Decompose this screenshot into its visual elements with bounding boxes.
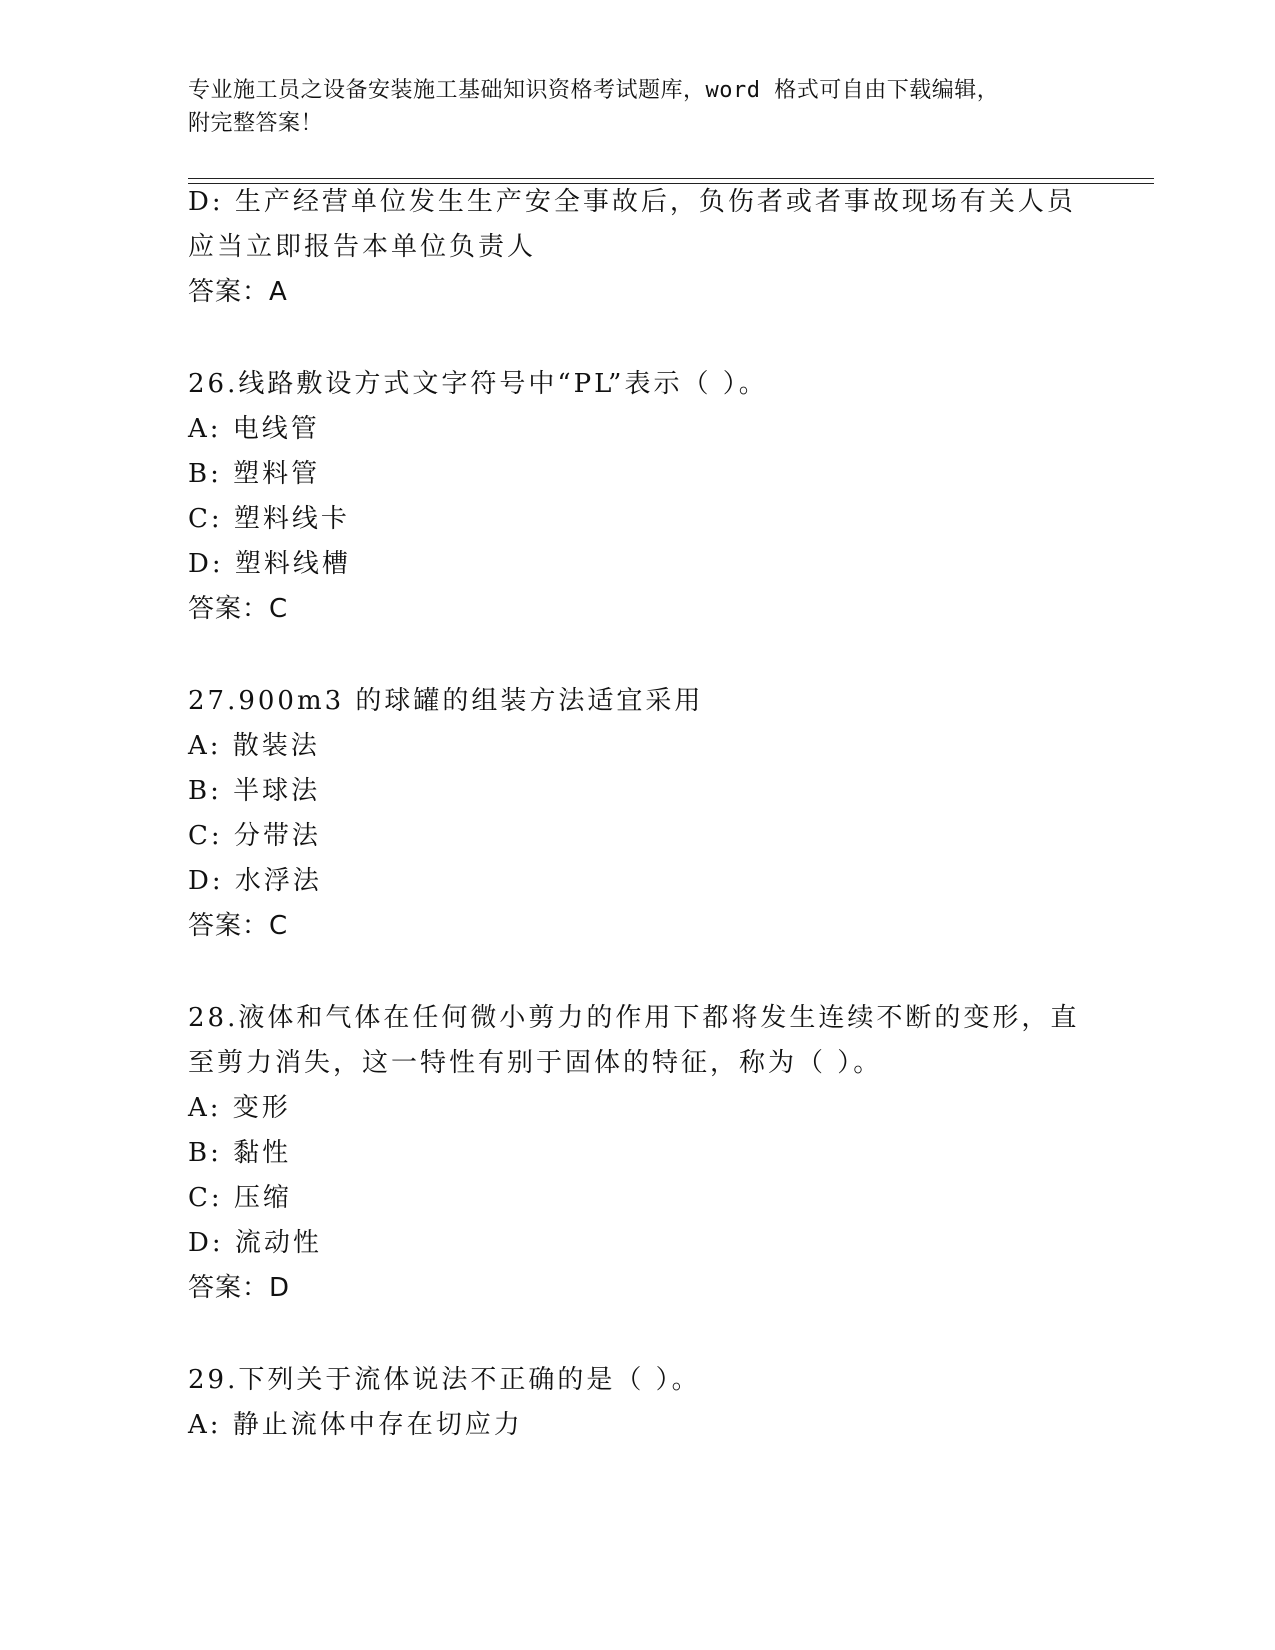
option-c: C: 塑料线卡 bbox=[188, 504, 350, 534]
header-line-1: 专业施工员之设备安装施工基础知识资格考试题库，word 格式可自由下载编辑， bbox=[188, 78, 1000, 103]
question-stem-continued: 至剪力消失，这一特性有别于固体的特征，称为（ ）。 bbox=[188, 1048, 883, 1078]
option-d: D: 水浮法 bbox=[188, 866, 322, 896]
answer: 答案：A bbox=[188, 277, 288, 307]
answer: 答案：C bbox=[188, 911, 289, 941]
question-stem: 29.下列关于流体说法不正确的是（ ）。 bbox=[188, 1365, 701, 1395]
question-29 bbox=[188, 1358, 1088, 1448]
question-27 bbox=[188, 679, 1088, 949]
question-stem: 26.线路敷设方式文字符号中“PL”表示（ ）。 bbox=[188, 369, 768, 399]
option-a: A: 散装法 bbox=[188, 731, 320, 761]
option-a: A: 电线管 bbox=[188, 414, 320, 444]
option-d: D: 流动性 bbox=[188, 1228, 322, 1258]
option-b: B: 半球法 bbox=[188, 776, 321, 806]
option-d: D: 塑料线槽 bbox=[188, 549, 351, 579]
header-rule-top bbox=[188, 178, 1154, 179]
question-stem: 28.液体和气体在任何微小剪力的作用下都将发生连续不断的变形，直 bbox=[188, 1003, 1080, 1033]
question-26 bbox=[188, 362, 1088, 632]
previous-question-tail bbox=[188, 180, 1088, 315]
document-header bbox=[188, 74, 1068, 140]
answer: 答案：D bbox=[188, 1273, 291, 1303]
option-a: A: 静止流体中存在切应力 bbox=[188, 1410, 523, 1440]
answer: 答案：C bbox=[188, 594, 289, 624]
option-d: D: 生产经营单位发生生产安全事故后，负伤者或者事故现场有关人员 bbox=[188, 187, 1076, 217]
question-stem: 27.900m3 的球罐的组装方法适宜采用 bbox=[188, 686, 704, 716]
option-c: C: 分带法 bbox=[188, 821, 321, 851]
option-d-continued: 应当立即报告本单位负责人 bbox=[188, 232, 537, 262]
header-line-2: 附完整答案！ bbox=[188, 111, 324, 136]
option-b: B: 塑料管 bbox=[188, 459, 321, 489]
option-c: C: 压缩 bbox=[188, 1183, 292, 1213]
question-28 bbox=[188, 996, 1088, 1311]
option-a: A: 变形 bbox=[188, 1093, 291, 1123]
option-b: B: 黏性 bbox=[188, 1138, 292, 1168]
question-body bbox=[188, 180, 1088, 1448]
